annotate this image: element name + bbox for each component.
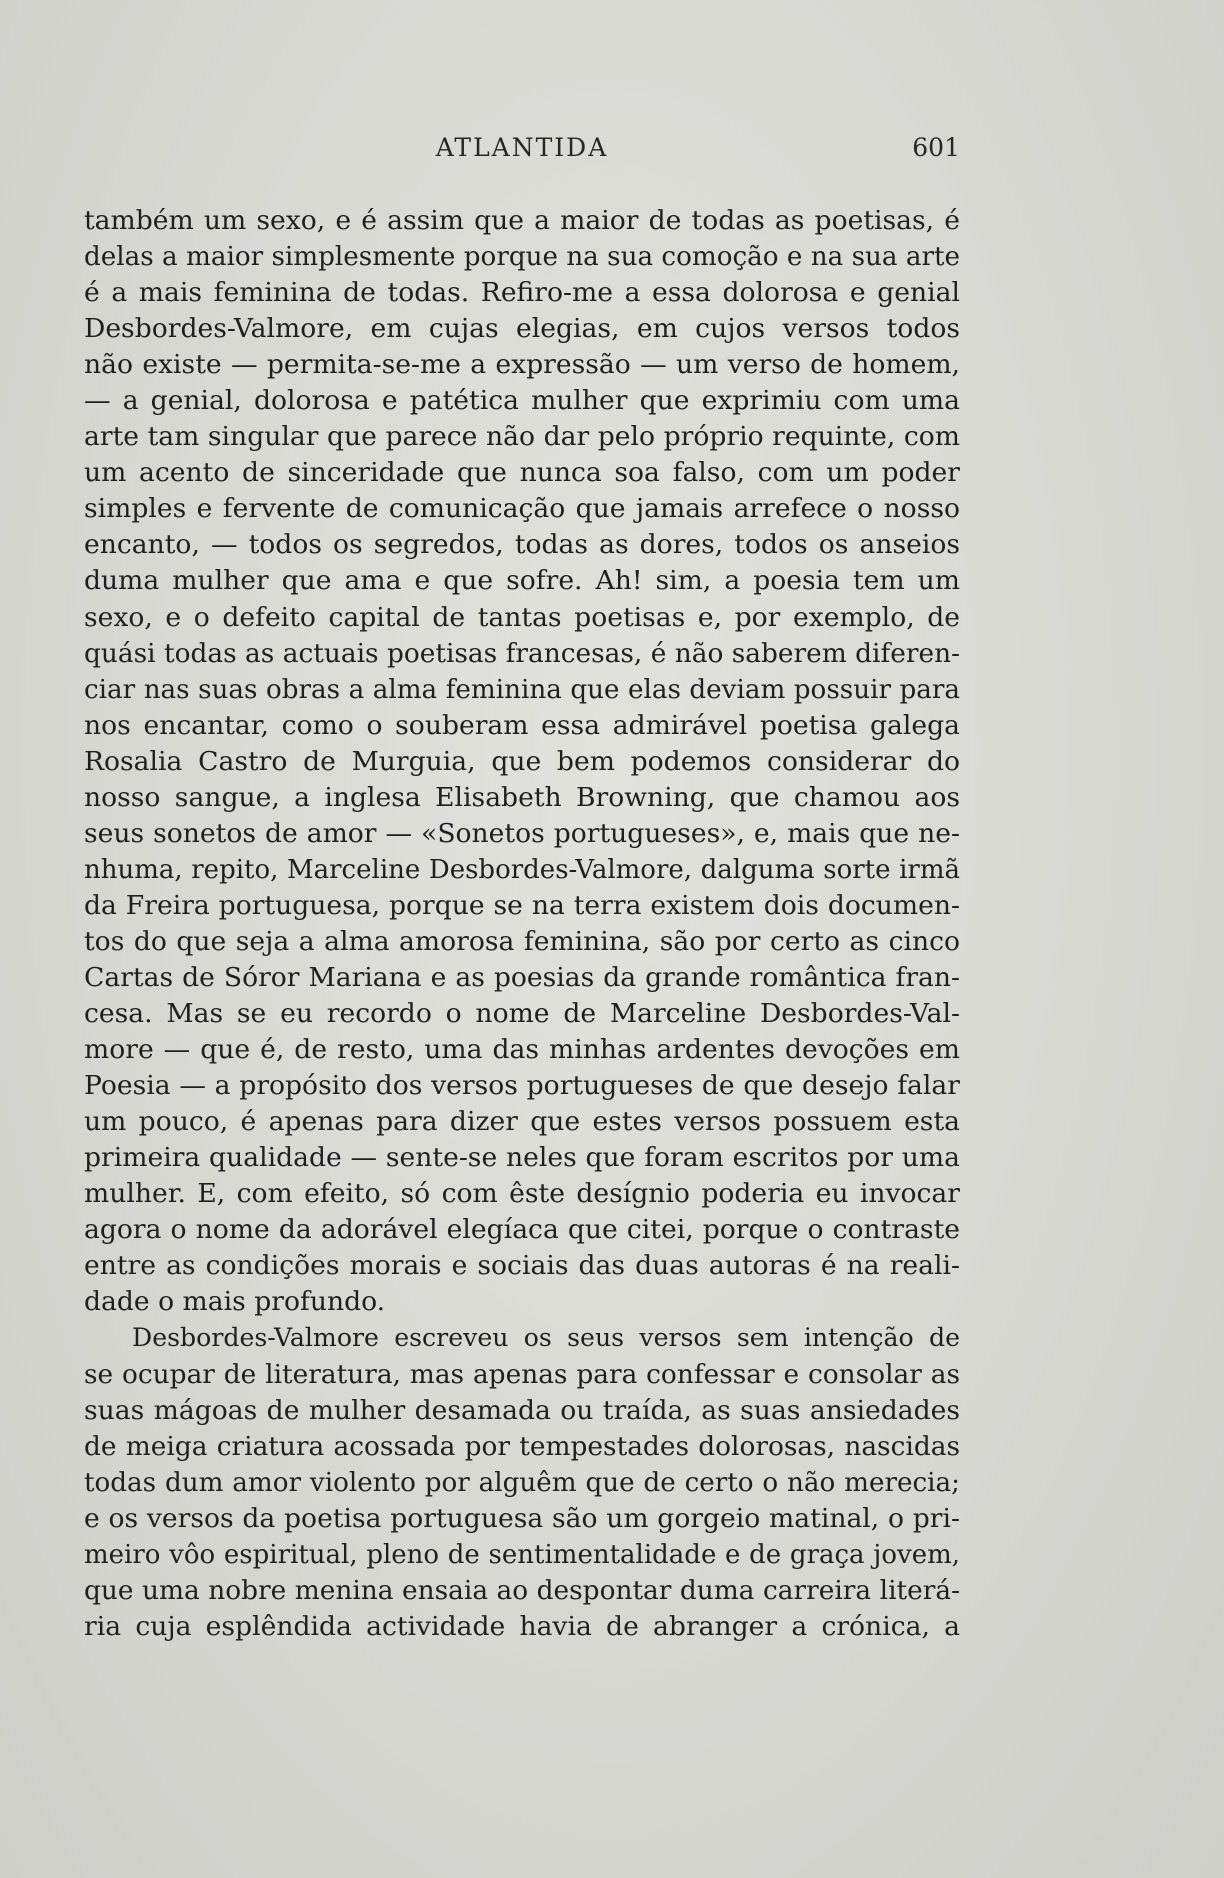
running-header: [84, 133, 960, 173]
journal-title: ATLANTIDA: [435, 133, 609, 162]
text-line: um acento de sinceridade que nunca soa falso, com um poder: [84, 457, 960, 489]
text-line: nhuma, repito, Marceline Desbordes-Valmore, dalguma sorte irmã: [84, 854, 960, 885]
text-line: entre as condições morais e sociais das duas autoras é na reali-: [84, 1250, 960, 1282]
text-line: encanto, — todos os segredos, todas as dores, todos os anseios: [84, 529, 960, 561]
text-line: todas dum amor violento por alguêm que de certo o não merecia;: [84, 1467, 960, 1498]
text-line: Desbordes-Valmore, em cujas elegias, em cujos versos todos: [84, 313, 960, 345]
text-line: simples e fervente de comunicação que jamais arrefece o nosso: [84, 493, 960, 525]
text-line: delas a maior simplesmente porque na sua comoção e na sua arte: [84, 242, 960, 273]
text-line: de meiga criatura acossada por tempestades dolorosas, nascidas: [84, 1430, 960, 1462]
text-line: não existe — permita-se-me a expressão — um verso de homem,: [84, 349, 960, 381]
text-line: ria cuja esplêndida actividade havia de abranger a crónica, a: [84, 1610, 960, 1642]
text-line: primeira qualidade — sente-se neles que foram escritos por uma: [84, 1142, 960, 1174]
text-line: seus sonetos de amor — «Sonetos portugueses», e, mais que ne-: [84, 817, 960, 849]
text-line: também um sexo, e é assim que a maior de todas as poetisas, é: [84, 205, 960, 236]
text-line: tos do que seja a alma amorosa feminina, são por certo as cinco: [84, 925, 960, 957]
text-line: Rosalia Castro de Murguia, que bem podemos considerar do: [84, 745, 960, 777]
text-line: nos encantar, como o souberam essa admirável poetisa galega: [84, 709, 960, 741]
text-line: mulher. E, com efeito, só com êste desígnio poderia eu invocar: [84, 1178, 960, 1210]
text-line: more — que é, de resto, uma das minhas ardentes devoções em: [84, 1034, 960, 1066]
text-line: Cartas de Sóror Mariana e as poesias da grande romântica fran-: [84, 961, 960, 993]
text-line: se ocupar de literatura, mas apenas para confessar e consolar as: [84, 1358, 960, 1390]
text-line: um pouco, é apenas para dizer que estes versos possuem esta: [84, 1106, 960, 1138]
text-line: arte tam singular que parece não dar pelo próprio requinte, com: [84, 421, 960, 453]
text-line: suas mágoas de mulher desamada ou traída, as suas ansiedades: [84, 1394, 960, 1426]
text-line: é a mais feminina de todas. Refiro-me a essa dolorosa e genial: [84, 277, 960, 309]
text-line: quási todas as actuais poetisas francesas, é não saberem diferen-: [84, 637, 961, 669]
text-line: da Freira portuguesa, porque se na terra existem dois documen-: [84, 889, 960, 921]
text-line: nosso sangue, a inglesa Elisabeth Browning, que chamou aos: [84, 781, 960, 813]
body-text: [84, 203, 960, 1645]
text-line: sexo, e o defeito capital de tantas poetisas e, por exemplo, de: [84, 601, 960, 633]
text-line: agora o nome da adorável elegíaca que citei, porque o contraste: [84, 1214, 960, 1246]
text-line: meiro vôo espiritual, pleno de sentimentalidade e de graça jovem,: [84, 1539, 960, 1570]
paragraph-start-line: Desbordes-Valmore escreveu os seus versos sem intenção de: [132, 1323, 960, 1353]
text-line: — a genial, dolorosa e patética mulher que exprimiu com uma: [84, 385, 960, 417]
text-line: que uma nobre menina ensaia ao despontar duma carreira literá-: [84, 1574, 960, 1606]
paragraph-end-line: dade o mais profundo.: [84, 1286, 386, 1318]
text-line: duma mulher que ama e que sofre. Ah! sim, a poesia tem um: [84, 565, 960, 597]
text-line: cesa. Mas se eu recordo o nome de Marceline Desbordes-Val-: [84, 998, 960, 1030]
text-line: ciar nas suas obras a alma feminina que elas deviam possuir para: [84, 674, 960, 705]
text-line: Poesia — a propósito dos versos portugueses de que desejo falar: [84, 1070, 960, 1102]
page-number: 601: [912, 133, 960, 162]
text-line: e os versos da poetisa portuguesa são um gorgeio matinal, o pri-: [84, 1502, 960, 1534]
